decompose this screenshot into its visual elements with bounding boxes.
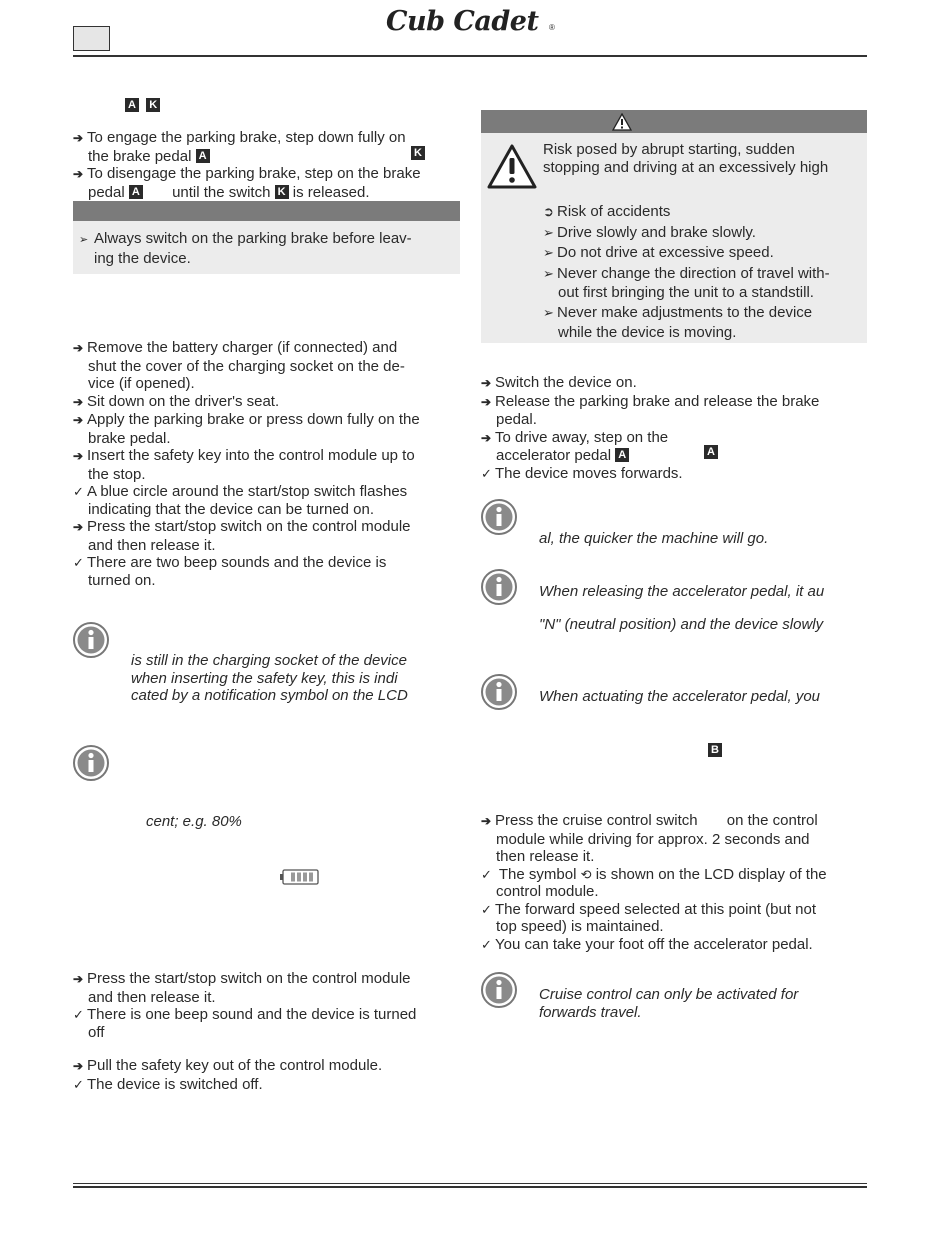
arrow-icon: ➔ — [73, 1059, 84, 1073]
badge-k: K — [411, 146, 425, 160]
check-icon: ✓ — [481, 936, 492, 952]
badge-a: A — [129, 185, 143, 199]
check-icon: ✓ — [73, 555, 84, 570]
arrow-icon: ➔ — [73, 520, 84, 534]
info-icon — [73, 745, 109, 781]
check-icon: ✓ — [481, 465, 492, 481]
warning-triangle-icon — [487, 143, 537, 189]
info-icon — [481, 972, 517, 1008]
badge-b: B — [708, 743, 722, 757]
check-icon: ✓ — [73, 1007, 84, 1022]
badge-a: A — [125, 98, 139, 112]
arrow-icon: ➔ — [73, 131, 84, 145]
arrow-icon: ➔ — [73, 449, 84, 463]
badge-a: A — [704, 445, 718, 459]
info-text-d: Cruise control can only be activated for forwards travel. — [539, 986, 799, 1021]
cruise-heading-badge — [708, 742, 722, 760]
arrow-icon: ➔ — [481, 430, 492, 445]
parking-steps — [73, 129, 463, 201]
brand-logo: Cub Cadet — [386, 6, 539, 37]
step-item: ➔ To disengage the parking brake, step on the brake — [73, 165, 421, 182]
arrow-icon: ➔ — [481, 376, 492, 390]
battery-icon — [280, 869, 320, 885]
parking-heading-badges — [125, 97, 160, 115]
arrow-icon: ➔ — [73, 394, 84, 409]
badge-k: K — [146, 98, 160, 112]
arrow-icon: ➔ — [73, 413, 84, 427]
warning-header-bar — [481, 110, 867, 133]
step-item: ➔ To engage the parking brake, step down fully on — [73, 129, 406, 146]
warning-triangle-icon — [612, 113, 632, 131]
triangle-bullet-icon: ➢ — [543, 245, 554, 260]
info-icon — [481, 569, 517, 605]
info-text-b2: "N" (neutral position) and the device slowly — [539, 616, 824, 633]
arrow-icon: ➔ — [73, 972, 84, 986]
info-icon — [73, 622, 109, 658]
arrow-icon: ➔ — [481, 814, 492, 828]
info-text-2: cent; e.g. 80% — [146, 813, 242, 830]
consequence-arrow-icon: ➲ — [543, 204, 554, 219]
check-icon: ✓ — [481, 901, 492, 917]
badge-a: A — [615, 448, 629, 462]
cruise-steps: ➔ Press the cruise control switch on the control module while driving for approx. 2 seconds and then release it. ✓ The symbol ⟲ is shown on the LCD display of the control module. ✓ The forward speed selected at this point (but not top speed) is maintained. ✓ You can take your foot off the accelerator pedal. — [481, 812, 827, 953]
cruise-symbol-icon: ⟲ — [580, 866, 592, 882]
step-item-cont: the brake pedal A K — [73, 148, 463, 166]
check-icon: ✓ — [73, 484, 84, 499]
note-header-bar — [73, 201, 460, 221]
warning-list: ➲ Risk of accidents ➢ Drive slowly and brake slowly. ➢ Do not drive at excessive speed. ➢ Never change the direction of travel with- out first bringing the unit to a standstill. ➢ Never make adjustments to the device while the device is moving. — [543, 203, 830, 341]
badge-k: K — [275, 185, 289, 199]
triangle-bullet-icon: ➢ — [543, 304, 554, 320]
info-icon — [481, 499, 517, 535]
footer-rule — [73, 1183, 867, 1184]
registered-mark: ® — [549, 23, 555, 32]
header-rule — [73, 55, 867, 57]
info-text-b1: When releasing the accelerator pedal, it au — [539, 583, 825, 600]
key-steps: ➔ Pull the safety key out of the control module. ✓ The device is switched off. — [73, 1057, 383, 1093]
warning-box — [481, 133, 867, 343]
badge-a: A — [196, 149, 210, 163]
info-icon — [481, 674, 517, 710]
triangle-bullet-icon: ➢ — [79, 234, 89, 246]
triangle-bullet-icon: ➢ — [543, 224, 554, 240]
check-icon: ✓ — [481, 866, 492, 882]
check-icon: ✓ — [73, 1076, 84, 1092]
info-text-1: is still in the charging socket of the device when inserting the safety key, this is indi cated by a notification symbol on the LCD — [131, 652, 408, 704]
note-box — [73, 221, 460, 274]
start-steps: ➔ Remove the battery charger (if connected) and shut the cover of the charging socket on the de- vice (if opened). ➔ Sit down on the driver's seat. ➔ Apply the parking brake or press down fully on the brake pedal. ➔ Insert the safety key into the control module up to the stop. ✓ A blue circle around the start/stop switch flashes indicating that the device can be turned on. ➔ Press the start/stop switch on the control module and then release it. ✓ There are two beep sounds and the device is turned on. — [73, 339, 420, 589]
page-number-box — [73, 26, 110, 51]
note-item: ➢ Always switch on the parking brake before leav- ing the device. — [79, 230, 412, 267]
info-text-a: al, the quicker the machine will go. — [539, 530, 769, 547]
arrow-icon: ➔ — [73, 341, 84, 355]
stop-steps: ➔ Press the start/stop switch on the control module and then release it. ✓ There is one beep sound and the device is turned off — [73, 970, 417, 1041]
step-item-cont: pedal A until the switch K is released. — [88, 183, 370, 201]
drive-steps: ➔ Switch the device on. ➔ Release the parking brake and release the brake pedal. ➔ To drive away, step on the accelerator pedal A A ✓ The device moves forwards. — [481, 374, 820, 482]
warning-text: Risk posed by abrupt starting, sudden stopping and driving at an excessively high — [543, 141, 829, 176]
footer-rule — [73, 1186, 867, 1188]
arrow-icon: ➔ — [73, 167, 84, 181]
info-text-c: When actuating the accelerator pedal, you — [539, 688, 821, 705]
arrow-icon: ➔ — [481, 394, 492, 409]
triangle-bullet-icon: ➢ — [543, 265, 554, 281]
